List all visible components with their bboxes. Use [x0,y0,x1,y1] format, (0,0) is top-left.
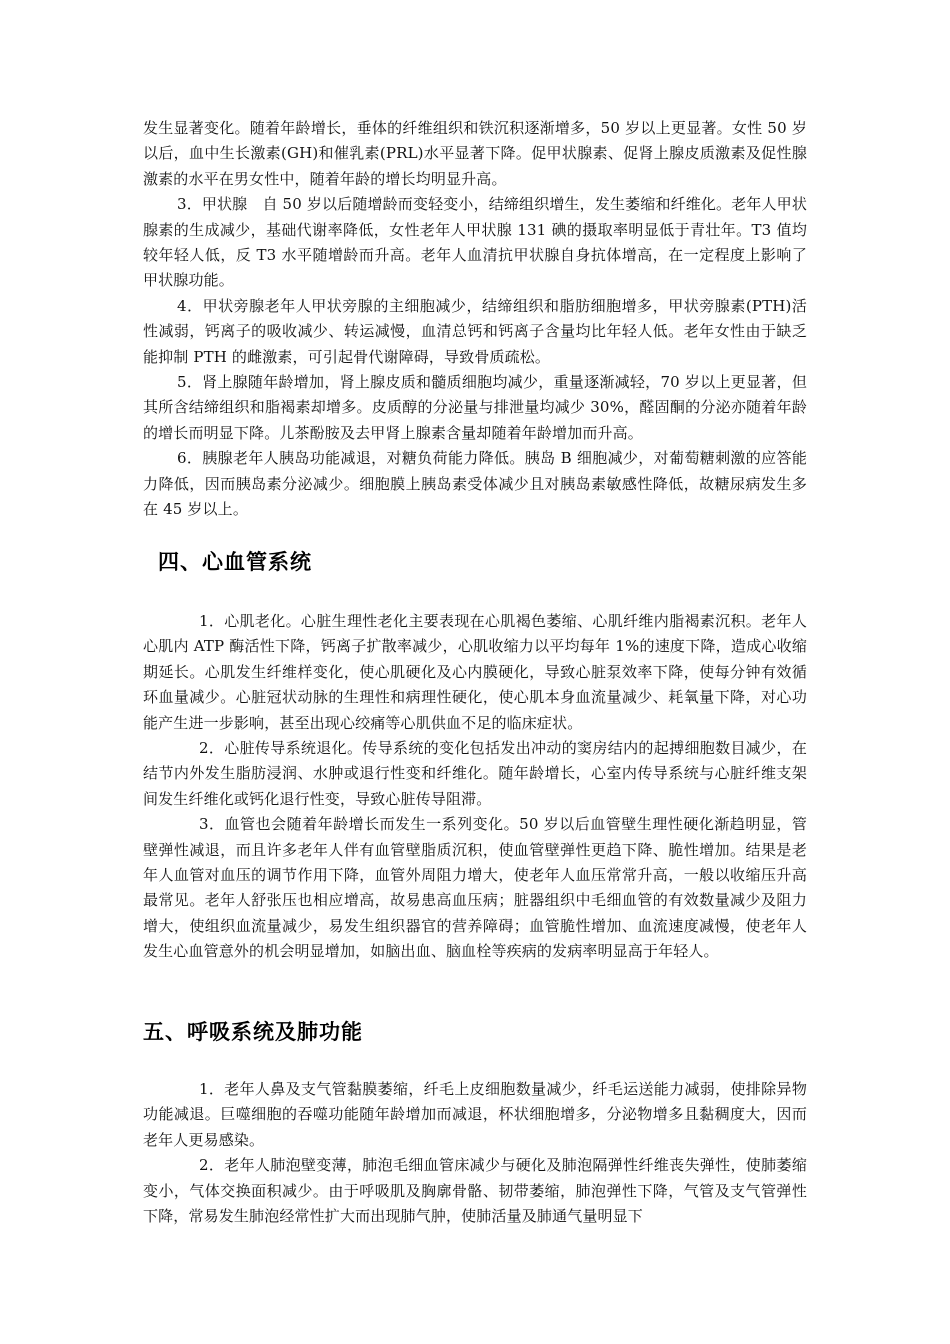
paragraph-myocardial-aging: 1．心肌老化。心脏生理性老化主要表现在心肌褐色萎缩、心肌纤维内脂褐素沉积。老年人心肌内 ATP 酶活性下降，钙离子扩散率减少，心肌收缩力以平均每年 1%的速度下降，造成心收缩期延长。心肌发生纤维样变化，使心肌硬化及心内膜硬化，导致心脏泵效率下降，使每分钟有效循环血量减少。心脏冠状动脉的生理性和病理性硬化，使心肌本身血流量减少、耗氧量下降，对心功能产生进一步影响，甚至出现心绞痛等心肌供血不足的临床症状。 [143,612,807,732]
paragraph-alveoli: 2．老年人肺泡壁变薄，肺泡毛细血管床减少与硬化及肺泡隔弹性纤维丧失弹性，使肺萎缩变小，气体交换面积减少。由于呼吸肌及胸廓骨骼、韧带萎缩，肺泡弹性下降，气管及支气管弹性下降，常易发生肺泡经常性扩大而出现肺气肿，使肺活量及肺通气量明显下 [143,1156,807,1226]
cardiovascular-section [143,609,807,965]
paragraph-blood-vessels: 3．血管也会随着年龄增长而发生一系列变化。50 岁以后血管壁生理性硬化渐趋明显，管壁弹性减退，而且许多老年人伴有血管壁脂质沉积，使血管壁弹性更趋下降、脆性增加。结果是老年人血管对血压的调节作用下降，血管外周阻力增大，使老年人血压常常升高，一般以收缩压升高最常见。老年人舒张压也相应增高，故易患高血压病；脏器组织中毛细血管的有效数量减少及阻力增大，使组织血流量减少，易发生组织器官的营养障碍；血管脆性增加、血流速度减慢，使老年人发生心血管意外的机会明显增加，如脑出血、脑血栓等疾病的发病率明显高于年轻人。 [143,815,807,961]
section-heading-respiratory: 五、呼吸系统及肺功能 [143,1020,363,1044]
paragraph-thyroid: 3．甲状腺 自 50 岁以后随增龄而变轻变小，结缔组织增生，发生萎缩和纤维化。老年人甲状腺素的生成减少，基础代谢率降低，女性老年人甲状腺 131 碘的摄取率明显低于青壮年。T3 值均较年轻人低，反 T3 水平随增龄而升高。老年人血清抗甲状腺自身抗体增高，在一定程度上影响了甲状腺功能。 [143,195,807,290]
paragraph-adrenal: 5．肾上腺随年龄增加，肾上腺皮质和髓质细胞均减少，重量逐渐减轻，70 岁以上更显著，但其所含结缔组织和脂褐素却增多。皮质醇的分泌量与排泄量均减少 30%，醛固酮的分泌亦随着年龄的增长而明显下降。儿茶酚胺及去甲肾上腺素含量却随着年龄增加而升高。 [143,373,807,442]
paragraph-conduction-system: 2．心脏传导系统退化。传导系统的变化包括发出冲动的窦房结内的起搏细胞数目减少，在结节内外发生脂肪浸润、水肿或退行性变和纤维化。随年龄增长，心室内传导系统与心脏纤维支架间发生纤维化或钙化退行性变，导致心脏传导阻滞。 [143,739,807,808]
endocrine-section [143,116,807,523]
paragraph-airway-mucosa: 1．老年人鼻及支气管黏膜萎缩，纤毛上皮细胞数量减少，纤毛运送能力减弱，使排除异物功能减退。巨噬细胞的吞噬功能随年龄增加而减退，杯状细胞增多，分泌物增多且黏稠度大，因而老年人更易感染。 [143,1080,807,1149]
section-heading-cardiovascular: 四、心血管系统 [158,550,312,574]
paragraph-parathyroid: 4．甲状旁腺老年人甲状旁腺的主细胞减少，结缔组织和脂肪细胞增多，甲状旁腺素(PTH)活性减弱，钙离子的吸收减少、转运减慢，血清总钙和钙离子含量均比年轻人低。老年女性由于缺乏能抑制 PTH 的雌激素，可引起骨代谢障碍，导致骨质疏松。 [143,296,807,366]
paragraph-pancreas: 6．胰腺老年人胰岛功能减退，对糖负荷能力降低。胰岛 B 细胞减少，对葡萄糖刺激的应答能力降低，因而胰岛素分泌减少。细胞膜上胰岛素受体减少且对胰岛素敏感性降低，故糖尿病发生多在 45 岁以上。 [143,449,807,519]
paragraph-pituitary-continued: 发生显著变化。随着年龄增长，垂体的纤维组织和铁沉积逐渐增多，50 岁以上更显著。女性 50 岁以后，血中生长激素(GH)和催乳素(PRL)水平显著下降。促甲状腺素、促肾上腺皮质激素及促性腺激素的水平在男女性中，随着年龄的增长均明显升高。 [143,119,807,188]
respiratory-section [143,1077,807,1229]
